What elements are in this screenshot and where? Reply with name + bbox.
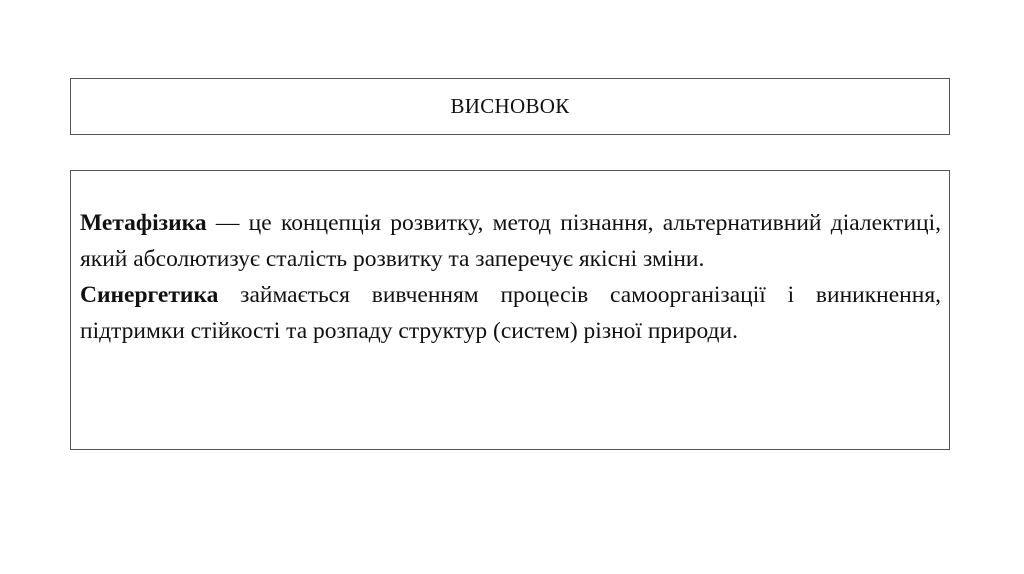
metaphysics-paragraph [80, 205, 941, 277]
content-box [70, 170, 950, 450]
synergetics-paragraph [80, 277, 941, 349]
synergetics-term: Синергетика [80, 282, 219, 308]
metaphysics-term: Метафізика [80, 210, 207, 236]
metaphysics-definition: — це концепція розвитку, метод пізнання, альтернативний діалектиці, який абсолютизує сталість розвитку та заперечує якісні зміни. [80, 210, 941, 272]
title-box [70, 78, 950, 135]
synergetics-definition: займається вивченням процесів самоорганізації і виникнення, підтримки стійкості та розпаду структур (систем) різної природи. [80, 282, 941, 344]
slide-title: ВИСНОВОК [450, 94, 570, 118]
